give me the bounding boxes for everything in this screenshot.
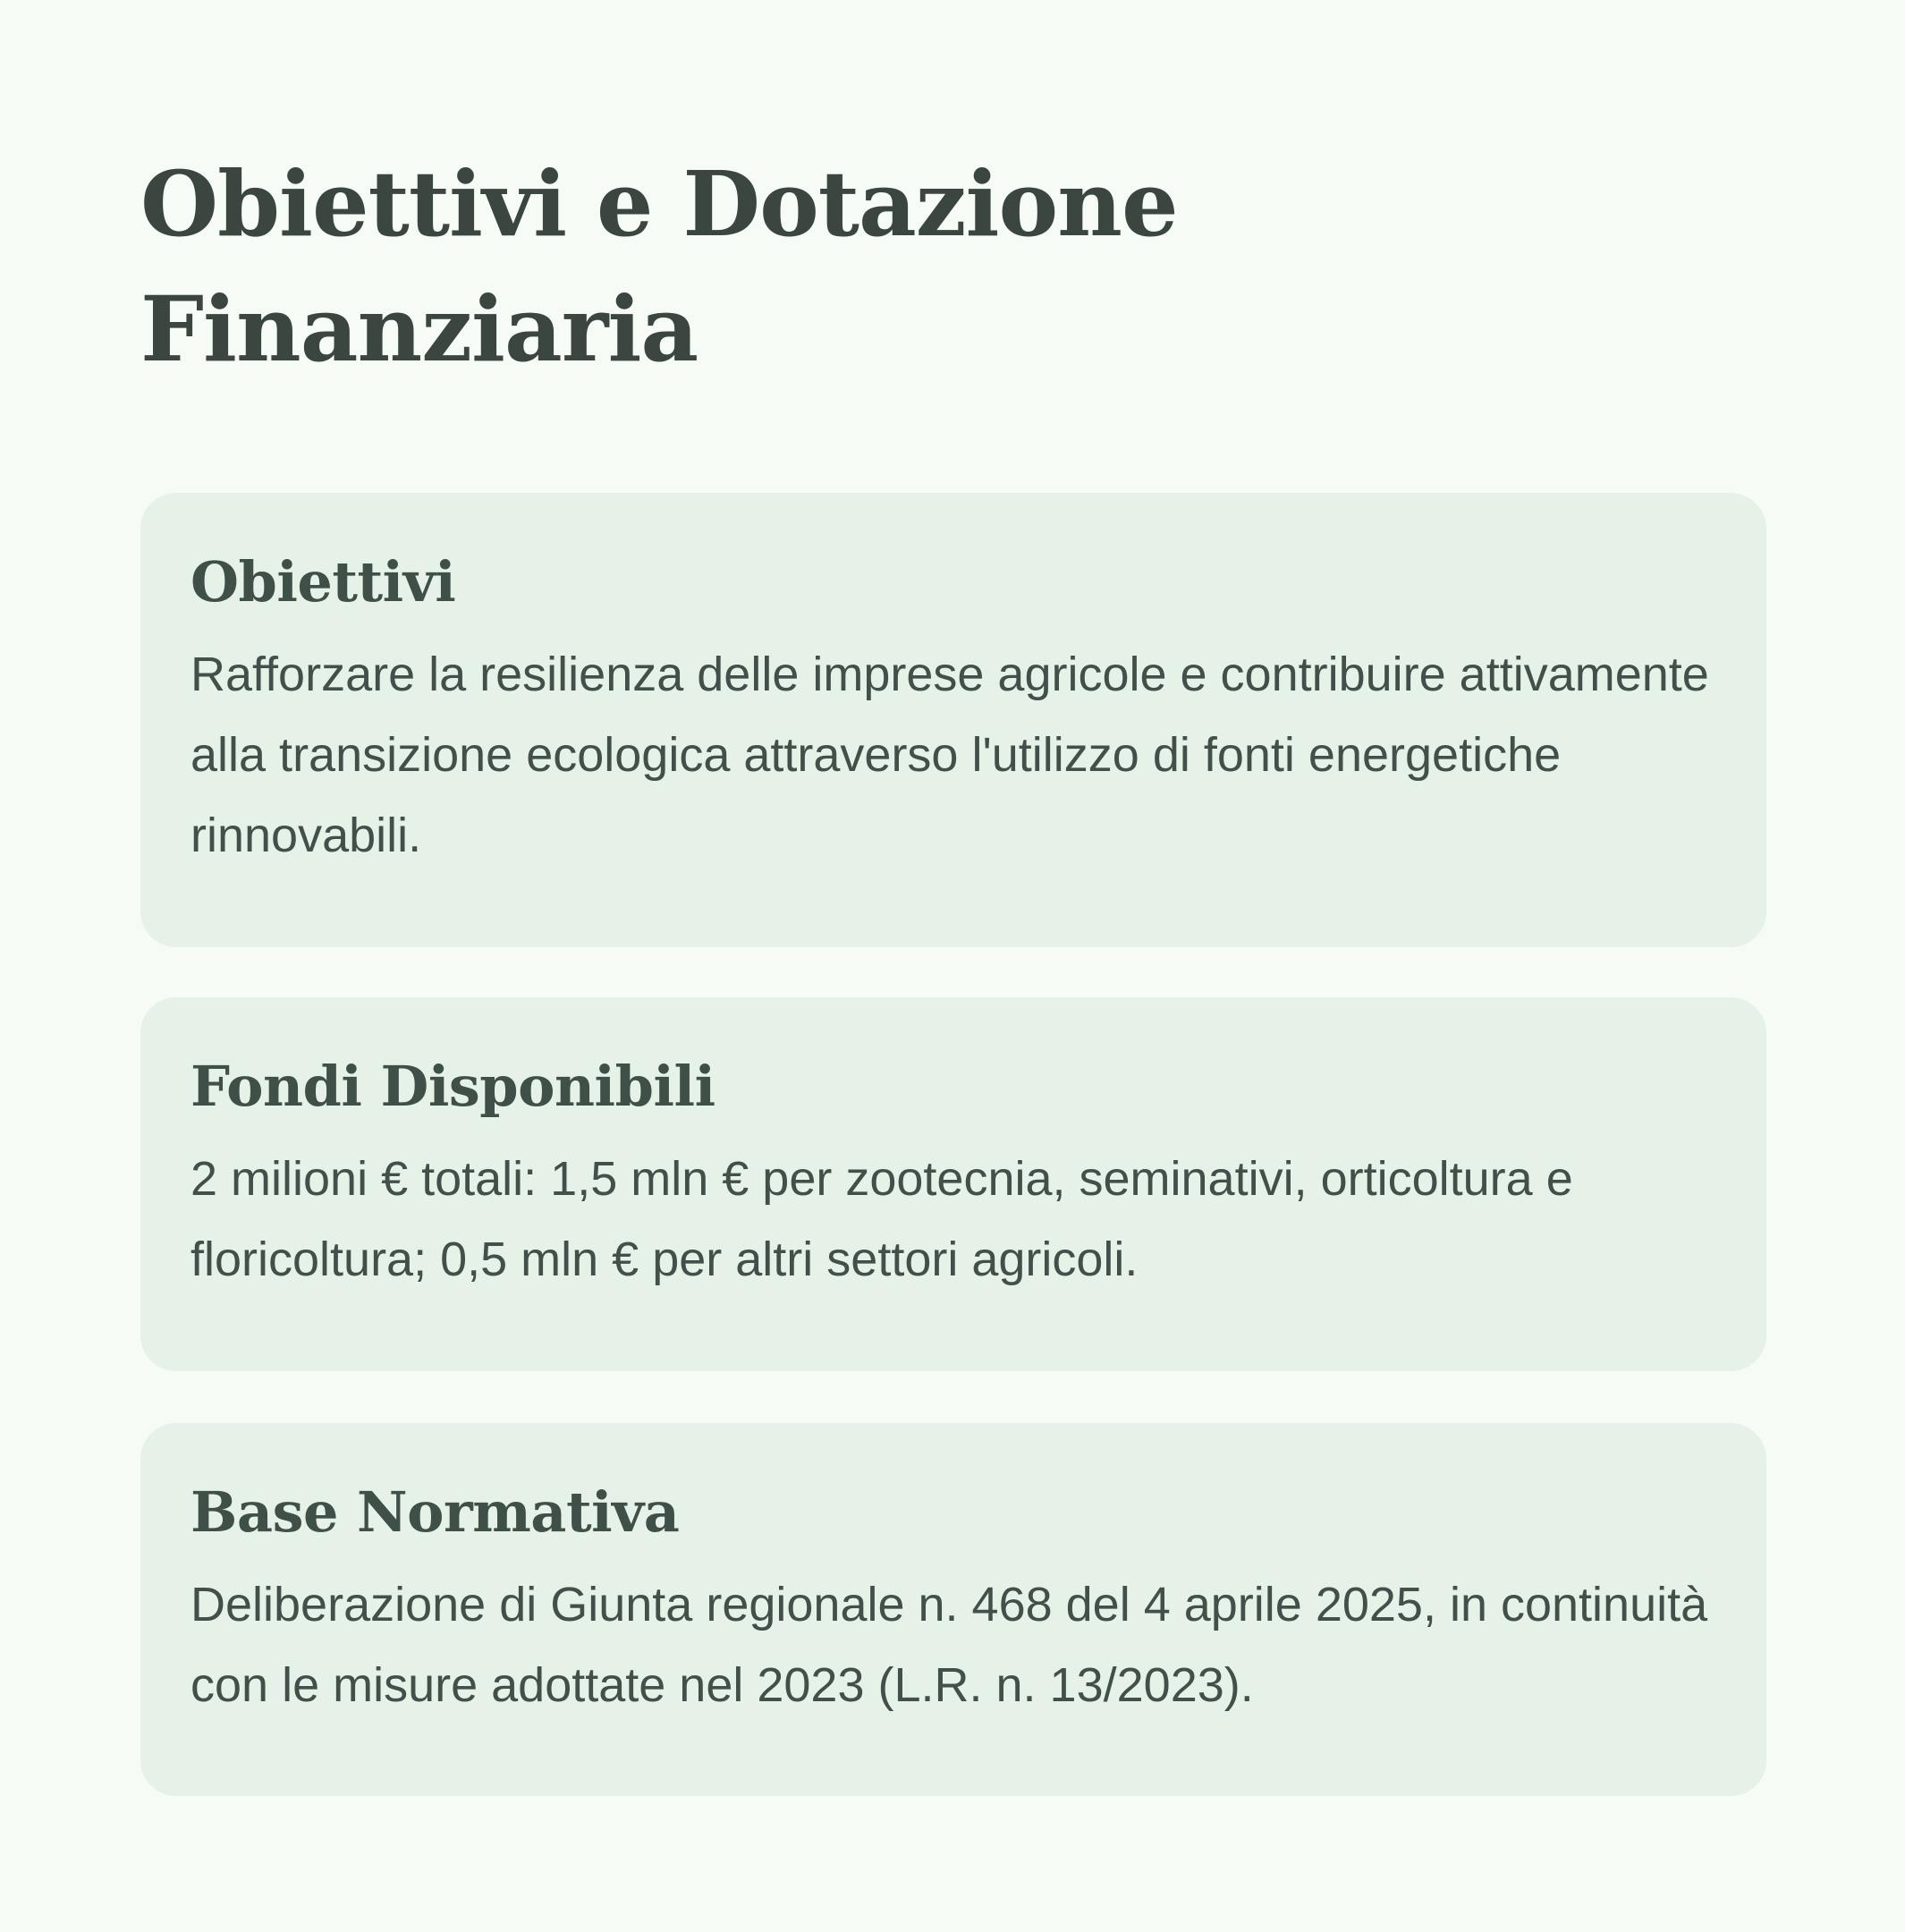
card-heading: Base Normativa	[190, 1479, 680, 1545]
card-body: Rafforzare la resilienza delle imprese agricole e contribuire attivamente alla transizione ecologica attraverso l'utilizzo di fonti energetiche rinnovabili.	[190, 648, 1709, 862]
card-body: Deliberazione di Giunta regionale n. 468 del 4 aprile 2025, in continuità con le misure adottate nel 2023 (L.R. n. 13/2023).	[190, 1578, 1708, 1712]
card-heading: Fondi Disponibili	[190, 1054, 715, 1119]
fondi-disponibili-card	[140, 997, 1766, 1371]
card-body: 2 milioni € totali: 1,5 mln € per zootecnia, seminativi, orticoltura e floricoltura; 0,5 mln € per altri settori agricoli.	[190, 1152, 1573, 1286]
card-heading: Obiettivi	[190, 549, 456, 614]
base-normativa-card	[140, 1423, 1766, 1796]
obiettivi-card	[140, 493, 1766, 947]
page-title: Obiettivi e Dotazione Finanziaria	[140, 151, 1178, 382]
